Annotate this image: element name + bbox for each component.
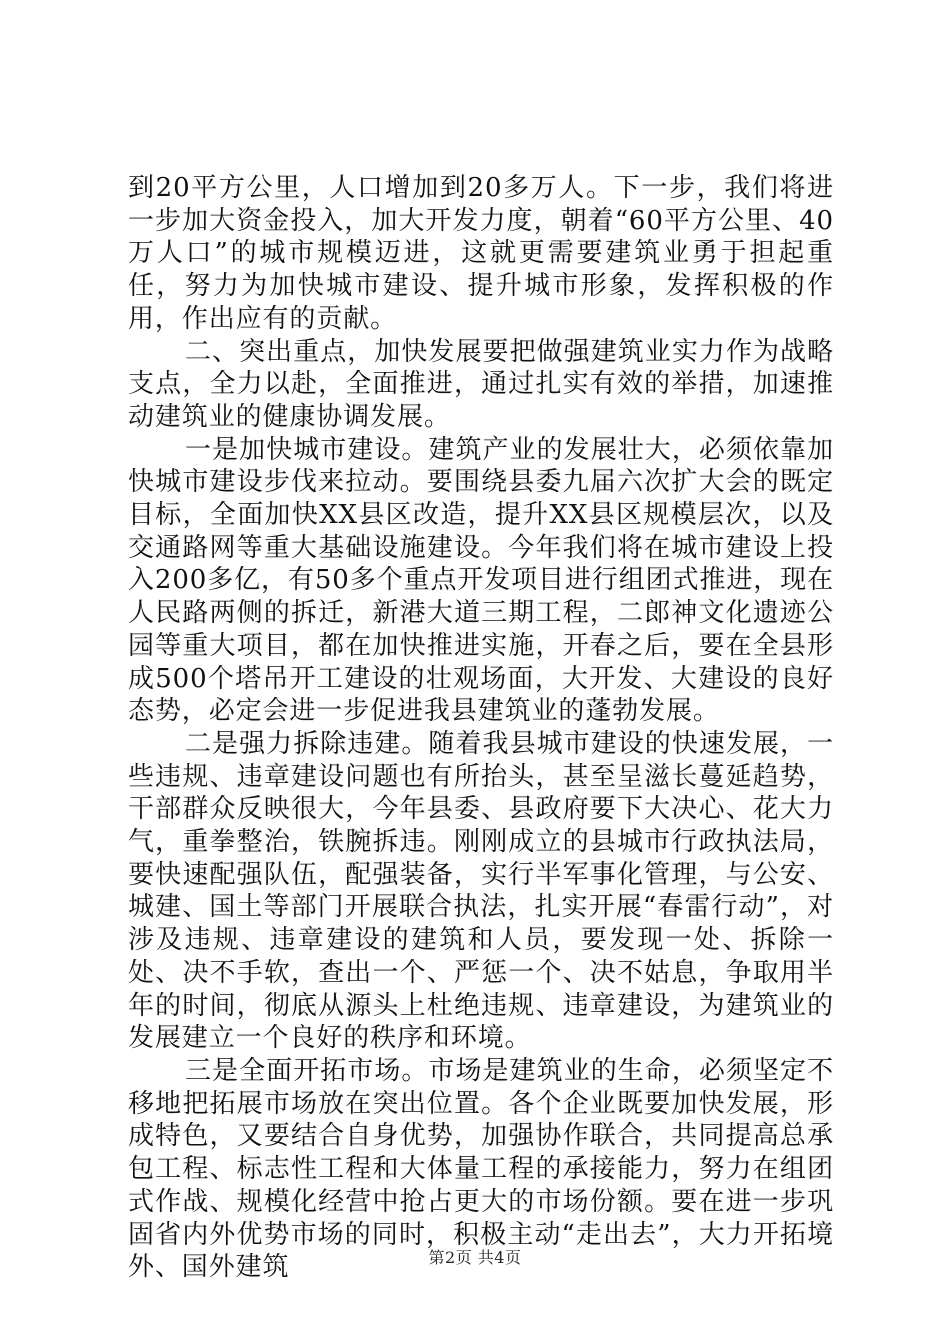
paragraph-city-construction: 一是加快城市建设。建筑产业的发展壮大，必须依靠加快城市建设步伐来拉动。要围绕县委九届六次扩大会的既定目标，全面加快XX县区改造，提升XX县区规模层次，以及交通路网等重大基础设施建设。今年我们将在城市建设上投入200多亿，有50多个重点开发项目进行组团式推进，现在人民路两侧的拆迁，新港大道三期工程，二郎神文化遗迹公园等重大项目，都在加快推进实施，开春之后，要在全县形成500个塔吊开工建设的壮观场面，大开发、大建设的良好态势，必定会进一步促进我县建筑业的蓬勃发展。 bbox=[128, 434, 834, 727]
paragraph-demolish-illegal-buildings: 二是强力拆除违建。随着我县城市建设的快速发展，一些违规、违章建设问题也有所抬头，甚至呈滋长蔓延趋势，干部群众反映很大，今年县委、县政府要下大决心、花大力气，重拳整治，铁腕拆违。刚刚成立的县城市行政执法局，要快速配强队伍，配强装备，实行半军事化管理，与公安、城建、国土等部门开展联合执法，扎实开展“春雷行动”，对涉及违规、违章建设的建筑和人员，要发现一处、拆除一处、决不手软，查出一个、严惩一个、决不姑息，争取用半年的时间，彻底从源头上杜绝违规、违章建设，为建筑业的发展建立一个良好的秩序和环境。 bbox=[128, 728, 834, 1054]
page-footer: 第2页 共4页 bbox=[428, 1248, 522, 1267]
paragraph-market-expansion: 三是全面开拓市场。市场是建筑业的生命，必须坚定不移地把拓展市场放在突出位置。各个企业既要加快发展，形成特色，又要结合自身优势，加强协作联合，共同提高总承包工程、标志性工程和大体量工程的承接能力，努力在组团式作战、规模化经营中抢占更大的市场份额。要在进一步巩固省内外优势市场的同时，积极主动“走出去”，大力开拓境外、国外建筑 bbox=[128, 1055, 834, 1283]
document-body bbox=[128, 172, 834, 1284]
paragraph-continuation: 到20平方公里，人口增加到20多万人。下一步，我们将进一步加大资金投入，加大开发力度，朝着“60平方公里、40万人口”的城市规模迈进，这就更需要建筑业勇于担起重任，努力为加快城市建设、提升城市形象，发挥积极的作用，作出应有的贡献。 bbox=[128, 173, 834, 334]
paragraph-section-two-heading: 二、突出重点，加快发展要把做强建筑业实力作为战略支点，全力以赴，全面推进，通过扎实有效的举措，加速推动建筑业的健康协调发展。 bbox=[128, 336, 834, 432]
